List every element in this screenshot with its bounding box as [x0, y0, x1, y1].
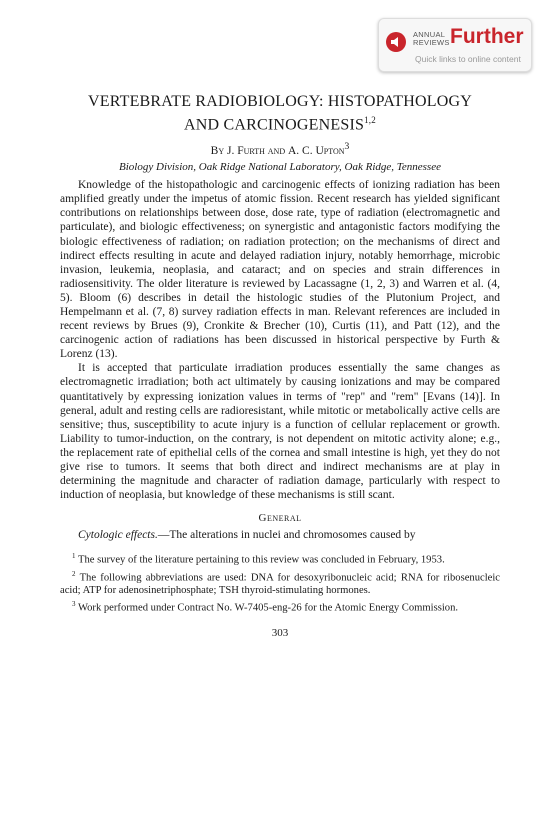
footnotes [60, 550, 500, 615]
paragraph-second: It is accepted that particulate irradiation produces essentially the same changes as electromagnetic irradiation; both act ultimately by causing ionizations and may be compared quantitatively by expressing ionization values in terms of "rep" and "rem" [Evans (14)]. In general, adult and resting cells are radioresistant, while mitotic or metabolically active cells are sensitive; thus, susceptibility to acute injury is a function of cellular replacement or growth. Liability to tumor-induction, on the contrary, is not dependent on mitotic activity alone; e.g., the replacement rate of epithelial cells of the cornea and small intestine is high, yet they do not give rise to tumors. It seems that both direct and indirect mechanisms are at play in determining the magnitude and character of radiation damage, particularly with respect to induction of neoplasia, but knowledge of these mechanisms is still scant. [60, 362, 500, 502]
page-number: 303 [271, 627, 289, 639]
author-byline: By J. Furth and A. C. Upton$^3$ [210, 141, 350, 158]
footnote-3: $^3$ Work performed under Contract No. W-7405-eng-26 for the Atomic Energy Commission. [72, 600, 459, 614]
affiliation: Biology Division, Oak Ridge National Laboratory, Oak Ridge, Tennessee [119, 161, 441, 174]
author-upton: A. C. Upton [288, 145, 345, 158]
article-body [60, 92, 500, 639]
author-furth: J. Furth [226, 145, 265, 158]
speaker-icon [386, 32, 406, 52]
section-heading-general: General [258, 512, 302, 525]
footnote-2: $^2$ The following abbreviations are used: DNA for desoxyribonucleic acid; RNA for ribosenucleic acid; ATP for adenosinetriphosphate; TSH thyroid-stimulating hormones. [60, 569, 500, 597]
run-in-heading: Cytologic effects. [78, 529, 158, 542]
annual-reviews-further-badge[interactable] [378, 18, 532, 72]
paragraph-cytologic-effects: Cytologic effects.—The alterations in nuclei and chromosomes caused by [78, 529, 416, 542]
footnote-1: $^1$ The survey of the literature pertaining to this review was concluded in February, 1953. [72, 552, 445, 566]
article-title: VERTEBRATE RADIOBIOLOGY: HISTOPATHOLOGY AND CARCINOGENESIS$^{1,2}$ [87, 93, 473, 134]
badge-annual-reviews-label: ANNUAL REVIEWS [413, 30, 450, 47]
badge-subtitle: Quick links to online content [415, 54, 521, 64]
title-footnote-marks: 1,2 [364, 115, 376, 125]
paragraph-intro: Knowledge of the histopathologic and carcinogenic effects of ionizing radiation has been amplified greatly under the impetus of atomic fission. Recent research has yielded significant contributions on relationships between dose, dose rate, type of radiation (electromagnetic and particulate), and biologic effectiveness; on synergistic and antagonistic factors modifying the biologic effectiveness of radiation; on radiation protection; on the mechanisms of direct and indirect effects resulting in acute and delayed radiation injury, notably hemorrhage, microbic invasion, leukemia, neoplasia, and cataract; and on species and strain differences in radiosensitivity. The older literature is reviewed by Lacassagne (1, 2, 3) and Warren et al. (4, 5). Bloom (6) describes in detail the histologic studies of the Plutonium Project, and Hempelmann et al. (7, 8) survey radiation effects in man. Relevant references are included in recent reviews by Brues (9), Cronkite & Brecher (10), Curtis (11), and Patt (12), and the carcinogenic action of radiations has been discussed in historical perspective by Furth & Lorenz (13). [60, 179, 500, 361]
badge-further-label: Further [450, 25, 524, 48]
